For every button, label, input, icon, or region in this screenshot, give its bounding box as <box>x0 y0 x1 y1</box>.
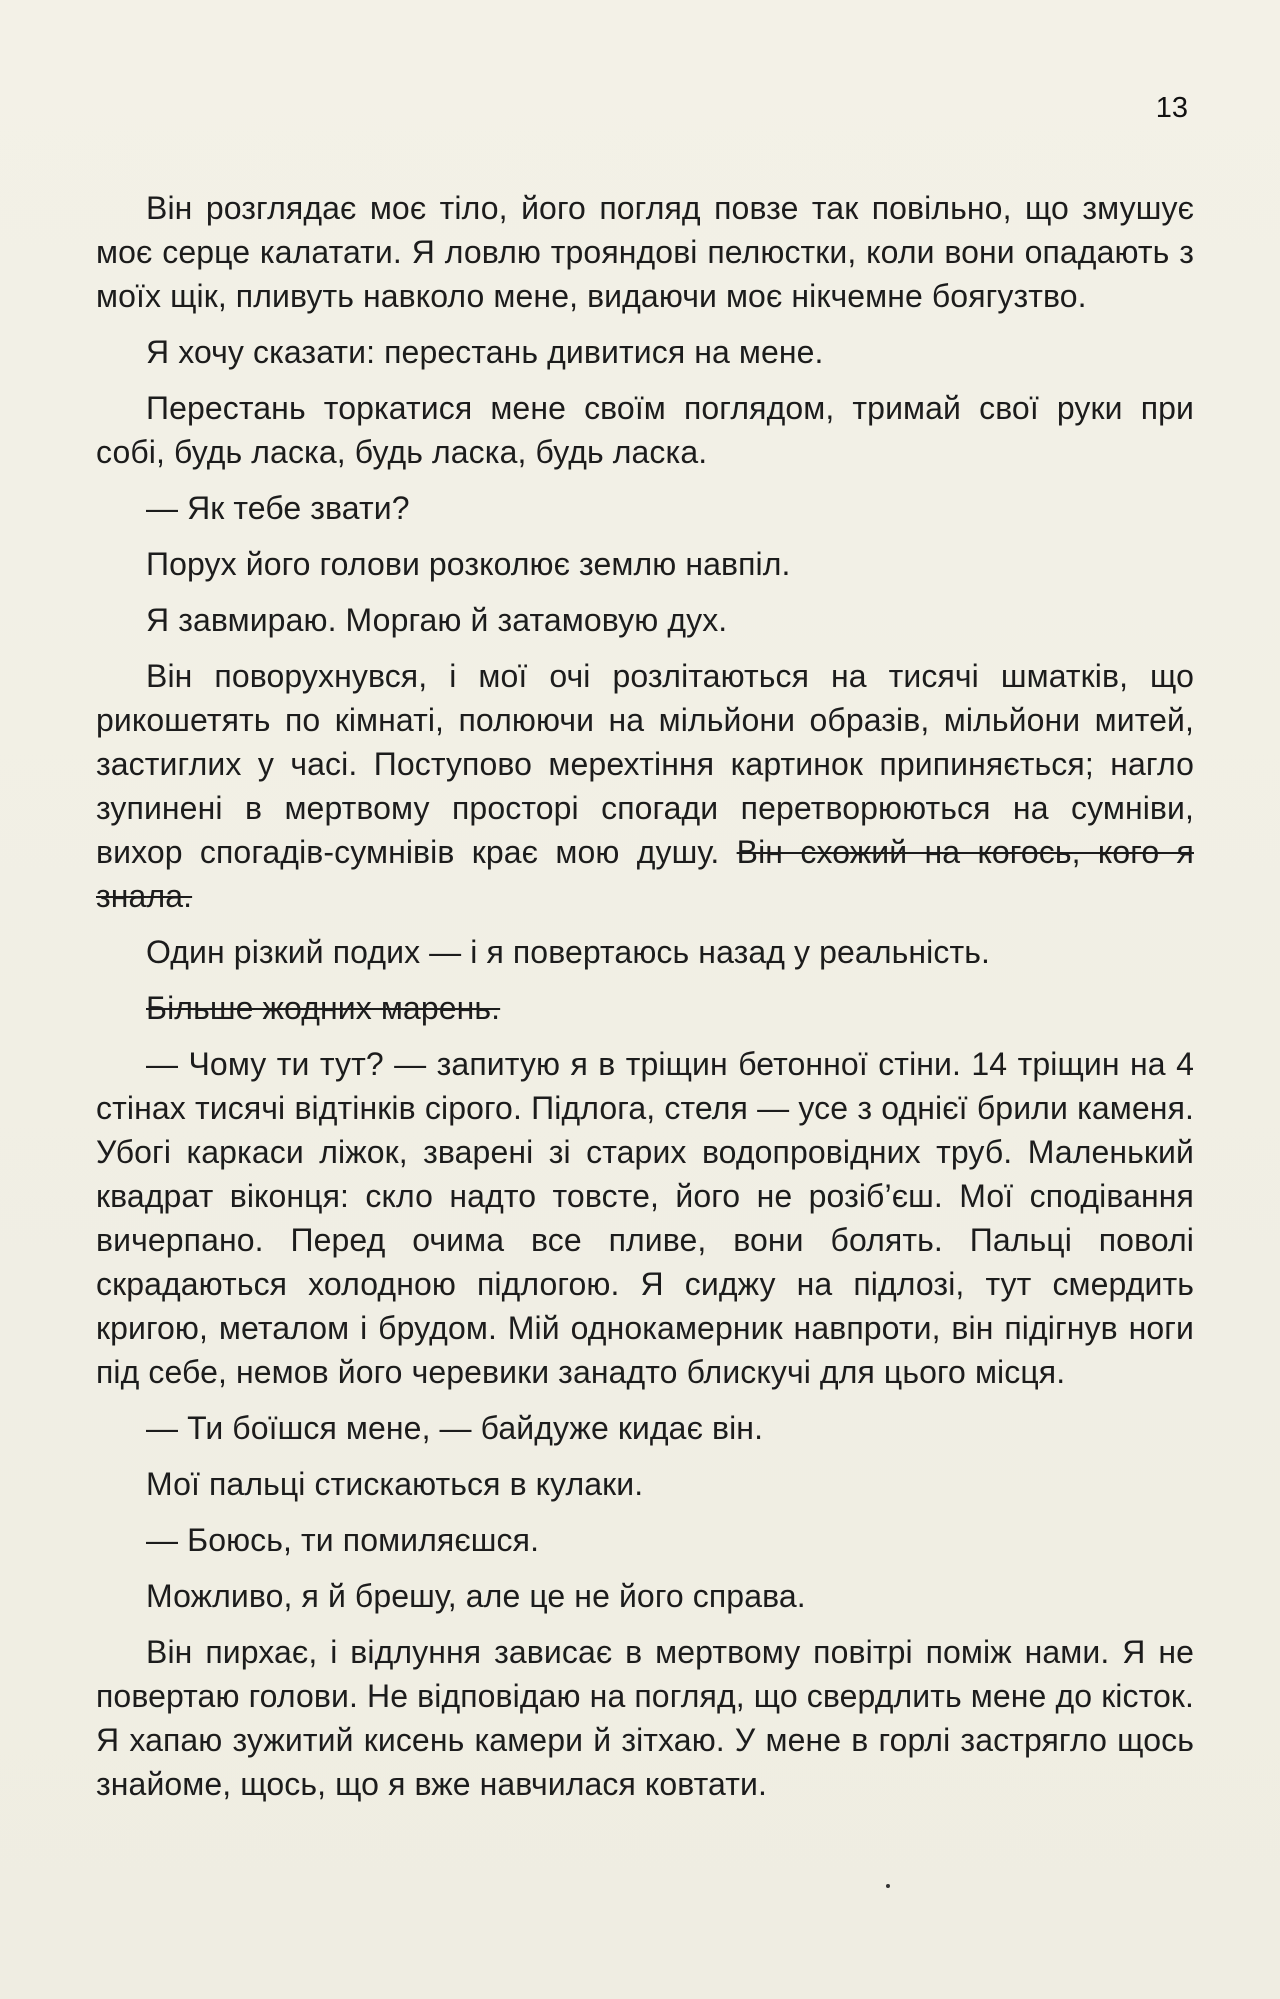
dialogue-line: — Як тебе звати? <box>146 490 410 526</box>
paragraph: — Чому ти тут? — запитую я в тріщин бетонної стіни. 14 тріщин на 4 стінах тисячі відтінків сірого. Підлога, стеля — усе з однієї брили каменя. Убогі каркаси ліжок, зварені зі старих водопровідних труб. Маленький квадрат віконця: скло надто товсте, його не розіб’єш. Мої сподівання вичерпано. Перед очима все пливе, вони болять. Пальці поволі скрадаються холодною підлогою. Я сиджу на підлозі, тут смердить кригою, металом і брудом. Мій однокамерник навпроти, він підігнув ноги під себе, немов його черевики занадто блискучі для цього місця. <box>96 1046 1194 1390</box>
paragraph: Він пирхає, і відлуння зависає в мертвому повітрі поміж нами. Я не повертаю голови. Не відповідаю на погляд, що свердлить мене до кісток. Я хапаю зужитий кисень камери й зітхаю. У мене в горлі застрягло щось знайоме, щось, що я вже навчилася ковтати. <box>96 1634 1194 1802</box>
paragraph: Мої пальці стискаються в кулаки. <box>146 1466 644 1502</box>
paragraph: Перестань торкатися мене своїм поглядом, тримай свої руки при собі, будь ласка, будь ласка, будь ласка. <box>96 390 1194 470</box>
paragraph: Я завмираю. Моргаю й затамовую дух. <box>146 602 728 638</box>
paragraph <box>96 986 1194 1030</box>
paragraph: Я хочу сказати: перестань дивитися на мене. <box>146 334 824 370</box>
paragraph: Він розглядає моє тіло, його погляд повзе так повільно, що змушує моє серце калатати. Я ловлю трояндові пелюстки, коли вони опадають з моїх щік, пливуть навколо мене, видаючи моє нікчемне боягузтво. <box>96 190 1194 314</box>
dialogue-line: — Боюсь, ти помиляєшся. <box>146 1522 540 1558</box>
paragraph: Можливо, я й брешу, але це не його справа. <box>146 1578 806 1614</box>
struck-through-text: Більше жодних марень. <box>146 990 501 1026</box>
page-number: 13 <box>1155 92 1188 124</box>
paragraph <box>96 654 1194 918</box>
body-text <box>96 186 1194 1818</box>
paragraph: Порух його голови розколює землю навпіл. <box>146 546 791 582</box>
struck-through-text: Він схожий на когось, кого я знала. <box>96 834 1194 914</box>
paragraph-text: Він поворухнувся, і мої очі розлітаються на тисячі шматків, що рикошетять по кімнаті, полюючи на мільйони образів, мільйони митей, застиглих у часі. Поступово мерехтіння картинок припиняється; нагло зупинені в мертвому просторі спогади перетворюються на сумніви, вихор спогадів-сумнівів крає мою душу. <box>96 658 1194 870</box>
dialogue-line: — Ти боїшся мене, — байдуже кидає він. <box>146 1410 764 1446</box>
paragraph: Один різкий подих — і я повертаюсь назад у реальність. <box>146 934 990 970</box>
ink-speck <box>886 1884 890 1888</box>
